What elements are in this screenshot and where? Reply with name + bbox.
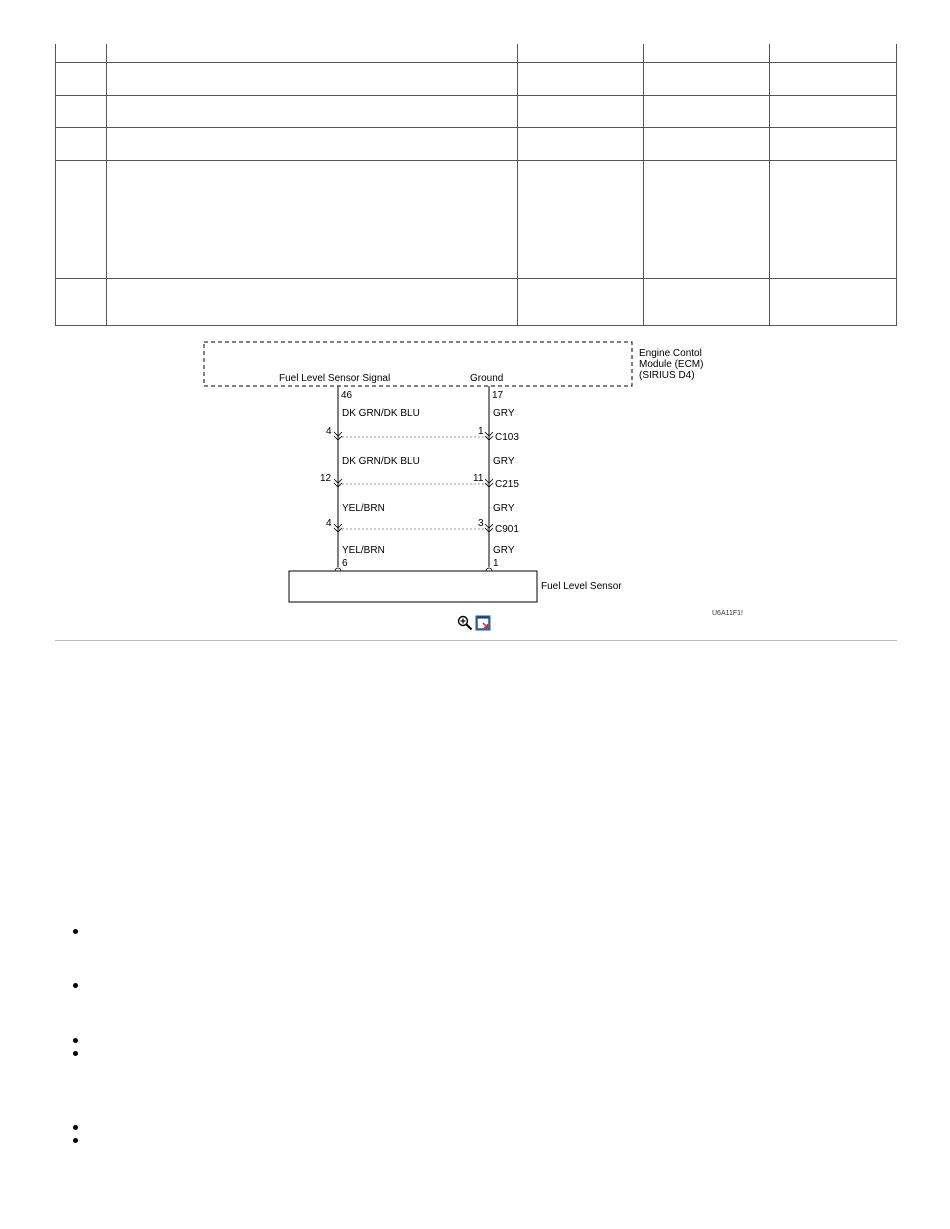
seg2-left-wire: DK GRN/DK BLU <box>342 456 420 467</box>
c103-right-pin: 1 <box>478 426 484 437</box>
ecm-label-line1: Engine Contol <box>639 348 702 359</box>
list-item-bullet <box>73 929 78 934</box>
signal-label: Fuel Level Sensor Signal <box>279 373 391 384</box>
c901-left-pin: 4 <box>326 518 332 529</box>
ecm-label-line3: (SIRIUS D4) <box>639 370 695 381</box>
c215-right-pin: 11 <box>473 473 484 484</box>
c103-label: C103 <box>495 432 519 443</box>
ground-label: Ground <box>470 373 504 384</box>
pin-ground-sensor: 1 <box>493 558 499 569</box>
c103-left-pin: 4 <box>326 426 332 437</box>
pin-signal-ecm: 46 <box>341 390 353 401</box>
c901-label: C901 <box>495 524 519 535</box>
seg2-right-wire: GRY <box>493 456 515 467</box>
seg4-right-wire: GRY <box>493 545 515 556</box>
seg1-left-wire: DK GRN/DK BLU <box>342 408 420 419</box>
seg4-left-wire: YEL/BRN <box>342 545 385 556</box>
pin-signal-sensor: 6 <box>342 558 348 569</box>
list-item-bullet <box>73 1125 78 1130</box>
c901-right-pin: 3 <box>478 518 484 529</box>
list-item-bullet <box>73 1038 78 1043</box>
list-item-bullet <box>73 1051 78 1056</box>
image-toolbar <box>457 615 497 633</box>
open-window-icon[interactable] <box>475 615 491 631</box>
ecm-label-line2: Module (ECM) <box>639 359 704 370</box>
list-item-bullet <box>73 1138 78 1143</box>
zoom-in-icon[interactable] <box>457 615 473 631</box>
pin-ground-ecm: 17 <box>492 390 504 401</box>
ecm-box <box>204 342 632 386</box>
c215-label: C215 <box>495 479 519 490</box>
c215-left-pin: 12 <box>320 473 332 484</box>
seg1-right-wire: GRY <box>493 408 515 419</box>
seg3-left-wire: YEL/BRN <box>342 503 385 514</box>
seg3-right-wire: GRY <box>493 503 515 514</box>
figure-id: U6A11F1! <box>712 610 743 617</box>
list-item-bullet <box>73 983 78 988</box>
section-divider <box>55 640 897 641</box>
sensor-label: Fuel Level Sensor <box>541 581 622 592</box>
sensor-box <box>289 571 537 602</box>
